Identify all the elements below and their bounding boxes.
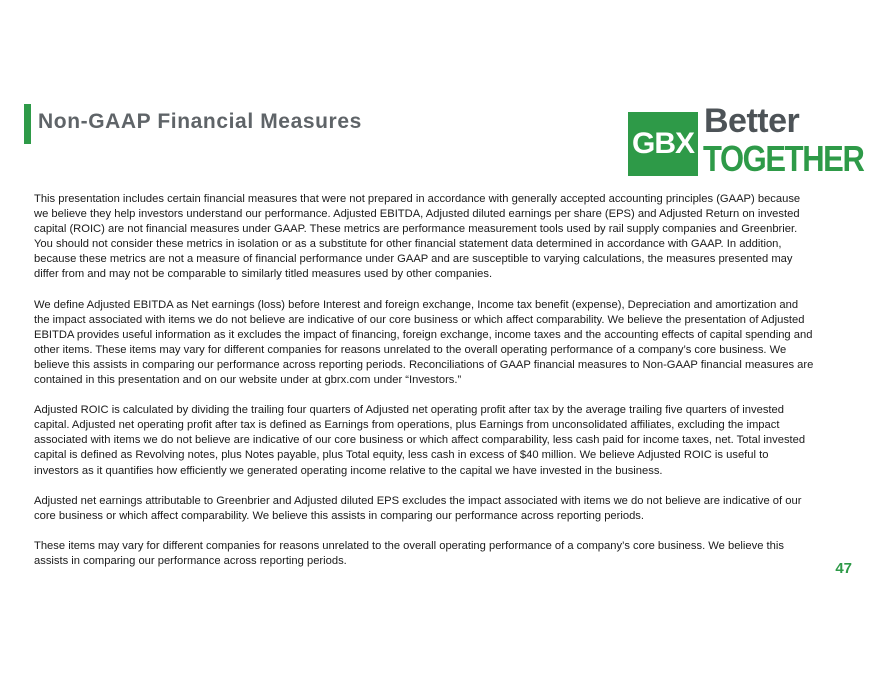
page-number: 47 <box>835 560 852 577</box>
paragraph-intro: This presentation includes certain financial measures that were not prepared in accordance with generally accepted accounting principles (GAAP) because we believe they help investors understand our performance. Adjusted EBITDA, Adjusted diluted earnings per share (EPS) and Adjusted Return on invested capital (ROIC) are not financial measures under GAAP. These metrics are performance measurement tools used by rail supply companies and Greenbrier. You should not consider these metrics in isolation or as a substitute for other financial statement data determined in accordance with GAAP. In addition, because these metrics are not a measure of financial performance under GAAP and are susceptible to varying calculations, the measures presented may differ from and may not be comparable to similarly titled measures used by other companies. <box>34 193 801 281</box>
paragraph-adjusted-eps: Adjusted net earnings attributable to Greenbrier and Adjusted diluted EPS excludes the impact associated with items we do not believe are indicative of our core business or which affect comparability. We believe this assists in comparing our performance across reporting periods. <box>34 494 802 522</box>
paragraph-adjusted-roic: Adjusted ROIC is calculated by dividing the trailing four quarters of Adjusted net operating profit after tax by the average trailing five quarters of invested capital. Adjusted net operating profit after tax is defined as Earnings from operations, plus Earnings from unconsolidated affiliates, excluding the impact associated with items we do not believe are indicative of our core business or which affect comparability, less cash paid for income taxes, net. Total invested capital is defined as Revolving notes, plus Notes payable, plus Total equity, less cash in excess of $40 million. We believe Adjusted ROIC is useful to investors as it quantifies how efficiently we generated operating income relative to the capital we have invested in the business. <box>34 404 806 477</box>
logo-together-text: TOGETHER <box>703 138 864 179</box>
paragraph-comparability: These items may vary for different companies for reasons unrelated to the overall operating performance of a company’s core business. We believe this assists in comparing our performance across reporting periods. <box>34 539 784 567</box>
paragraph-adjusted-ebitda: We define Adjusted EBITDA as Net earnings (loss) before Interest and foreign exchange, Income tax benefit (expense), Depreciation and amortization and the impact associated with items we do not believe are indicative of our core business or which affect comparability. We believe the presentation of Adjusted EBITDA provides useful information as it excludes the impact of financing, foreign exchange, income taxes and the accounting effects of capital spending and other items. These items may vary for different companies for reasons unrelated to the overall operating performance of a company’s core business. We believe this assists in comparing our performance across reporting periods. Reconciliations of GAAP financial measures to Non-GAAP financial measures are contained in this presentation and on our website under at gbrx.com under “Investors.” <box>34 298 814 387</box>
gbx-better-together-logo <box>628 102 864 179</box>
logo-better-text: Better <box>704 102 800 140</box>
logo-gbx-box: GBX <box>628 112 698 176</box>
title-accent-bar <box>24 104 31 144</box>
slide-title: Non-GAAP Financial Measures <box>38 110 362 133</box>
body-text <box>34 192 816 584</box>
